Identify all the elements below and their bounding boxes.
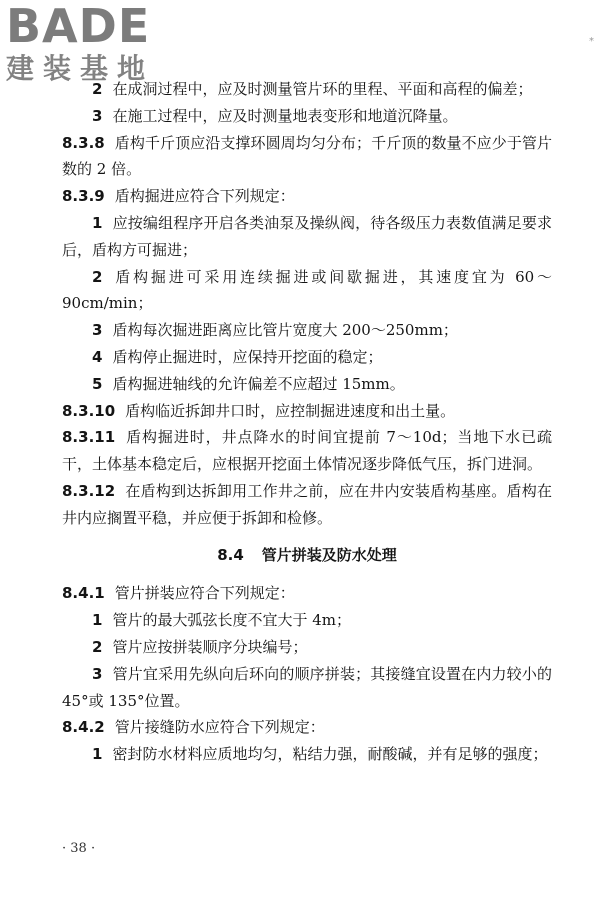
clause-number: 8.4.1 <box>62 584 105 603</box>
item-number: 1 <box>92 611 103 630</box>
clause-number: 8.3.11 <box>62 428 116 447</box>
list-item <box>62 634 552 661</box>
clause-number: 8.3.9 <box>62 187 105 206</box>
paragraph-text: 管片应按拼装顺序分块编号； <box>112 637 308 656</box>
clause-number: 8.3.8 <box>62 133 105 152</box>
paragraph-text: 在成洞过程中，应及时测量管片环的里程、平面和高程的偏差； <box>112 80 533 98</box>
clause-paragraph <box>62 424 552 478</box>
page-number: · 38 · <box>62 841 96 856</box>
paragraph-text: 应按编组程序开启各类油泵及操纵阀，待各级压力表数值满足要求后，盾构方可掘进； <box>62 213 552 259</box>
item-number: 1 <box>92 213 103 232</box>
item-number: 4 <box>92 347 103 366</box>
clause-paragraph <box>62 130 552 184</box>
clause-paragraph <box>62 398 552 425</box>
item-number: 3 <box>92 106 103 125</box>
clause-paragraph <box>62 183 552 210</box>
paragraph-text: 管片的最大弧弦长度不宜大于 4m； <box>112 611 351 630</box>
list-item <box>62 344 552 371</box>
list-item <box>62 741 552 768</box>
list-item <box>62 661 552 715</box>
paragraph-text: 密封防水材料应质地均匀，粘结力强，耐酸碱，并有足够的强度； <box>112 745 548 764</box>
item-number: 2 <box>92 80 103 98</box>
item-number: 2 <box>92 267 103 286</box>
section-title-text: 管片拼装及防水处理 <box>261 545 397 564</box>
clause-number: 8.3.12 <box>62 481 116 500</box>
list-item <box>62 264 552 318</box>
logo-subtitle: 建装基地 <box>6 52 155 85</box>
item-number: 2 <box>92 637 103 656</box>
clause-paragraph <box>62 478 552 532</box>
list-item <box>62 76 552 103</box>
paragraph-text: 盾构临近拆卸井口时，应控制掘进速度和出土量。 <box>125 401 456 420</box>
margin-mark: * <box>589 36 594 47</box>
document-body <box>62 76 552 768</box>
clause-number: 8.3.10 <box>62 401 116 420</box>
clause-paragraph <box>62 714 552 741</box>
item-number: 3 <box>92 321 103 340</box>
clause-number: 8.4.2 <box>62 718 105 737</box>
item-number: 1 <box>92 745 103 764</box>
paragraph-text: 盾构停止掘进时，应保持开挖面的稳定； <box>112 347 383 366</box>
list-item <box>62 371 552 398</box>
paragraph-text: 管片宜采用先纵向后环向的顺序拼装；其接缝宜设置在内力较小的 45°或 135°位置。 <box>62 664 552 710</box>
paragraph-text: 在盾构到达拆卸用工作井之前，应在井内安装盾构基座。盾构在井内应搁置平稳，并应便于拆卸和检修。 <box>62 481 552 527</box>
section-heading <box>62 542 552 569</box>
paragraph-text: 盾构掘进可采用连续掘进或间歇掘进，其速度宜为 60～90cm/min； <box>62 267 552 313</box>
paragraph-text: 盾构掘进时，井点降水的时间宜提前 7～10d；当地下水已疏干，土体基本稳定后，应根据开挖面土体情况逐步降低气压，拆门进洞。 <box>62 428 552 474</box>
paragraph-text: 盾构千斤顶应沿支撑环圆周均匀分布；千斤顶的数量不应少于管片数的 2 倍。 <box>62 133 552 179</box>
list-item <box>62 607 552 634</box>
section-number: 8.4 <box>217 545 244 564</box>
clause-paragraph <box>62 580 552 607</box>
paragraph-text: 盾构掘进应符合下列规定： <box>114 187 295 206</box>
list-item <box>62 103 552 130</box>
list-item <box>62 317 552 344</box>
list-item <box>62 210 552 264</box>
paragraph-text: 管片拼装应符合下列规定： <box>114 584 295 603</box>
item-number: 5 <box>92 374 103 393</box>
paragraph-text: 盾构掘进轴线的允许偏差不应超过 15mm。 <box>112 374 405 393</box>
paragraph-text: 盾构每次掘进距离应比管片宽度大 200～250mm； <box>112 321 458 340</box>
paragraph-text: 管片接缝防水应符合下列规定： <box>114 718 325 737</box>
paragraph-text: 在施工过程中，应及时测量地表变形和地道沉降量。 <box>112 106 458 125</box>
item-number: 3 <box>92 664 103 683</box>
logo-wordmark: BADE <box>6 0 151 53</box>
